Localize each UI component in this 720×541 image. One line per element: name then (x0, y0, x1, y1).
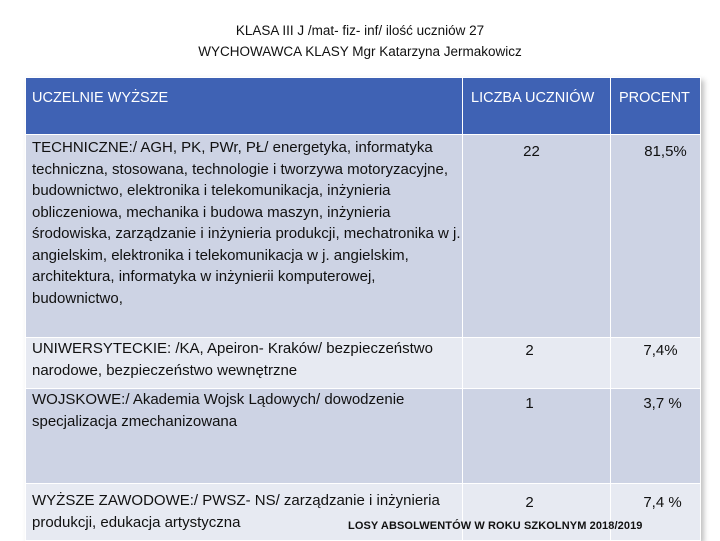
header-student-count: LICZBA UCZNIÓW (463, 78, 611, 135)
row-description-technical: TECHNICZNE:/ AGH, PK, PWr, PŁ/ energetyka, informatyka techniczna, stosowana, technologie i tworzywa motoryzacyjne, budownictwo, elektronika i telekomunikacja, inżynieria obliczeniowa, mechanika i budowa maszyn, inżynieria środowiska, zarządzanie i inżynieria produkcji, mechatronika w j. angielskim, elektronika i telekomunikacja w j. angielskim, architektura, informatyka w inżynierii komputerowej, budownictwo, (26, 135, 463, 338)
row-percent: 81,5% (611, 135, 701, 338)
page-title (0, 20, 720, 62)
header-universities: UCZELNIE WYŻSZE (26, 78, 463, 135)
title-line-class: KLASA III J /mat- fiz- inf/ ilość uczniów 27 (235, 23, 485, 38)
row-percent: 3,7 % (611, 389, 701, 484)
row-description-military: WOJSKOWE:/ Akademia Wojsk Lądowych/ dowodzenie specjalizacja zmechanizowana (26, 389, 463, 484)
row-count: 2 (463, 484, 611, 541)
table-row (26, 338, 701, 389)
row-count: 22 (463, 135, 611, 338)
row-percent: 7,4 % (611, 484, 701, 541)
footer-caption: LOSY ABSOLWENTÓW W ROKU SZKOLNYM 2018/2019 (348, 520, 643, 532)
header-percent: PROCENT (611, 78, 701, 135)
row-count: 1 (463, 389, 611, 484)
title-line-teacher: WYCHOWAWCA KLASY Mgr Katarzyna Jermakowicz (198, 44, 522, 59)
row-percent: 7,4% (611, 338, 701, 389)
row-description-university: UNIWERSYTECKIE: /KA, Apeiron- Kraków/ bezpieczeństwo narodowe, bezpieczeństwo wewnętrzne (26, 338, 463, 389)
row-description-vocational: WYŻSZE ZAWODOWE:/ PWSZ- NS/ zarządzanie i inżynieria produkcji, edukacja artystyczna (26, 484, 463, 541)
row-count: 2 (463, 338, 611, 389)
universities-table (25, 77, 701, 541)
table-row (26, 389, 701, 484)
table-row (26, 135, 701, 338)
table-header-row (26, 78, 701, 135)
